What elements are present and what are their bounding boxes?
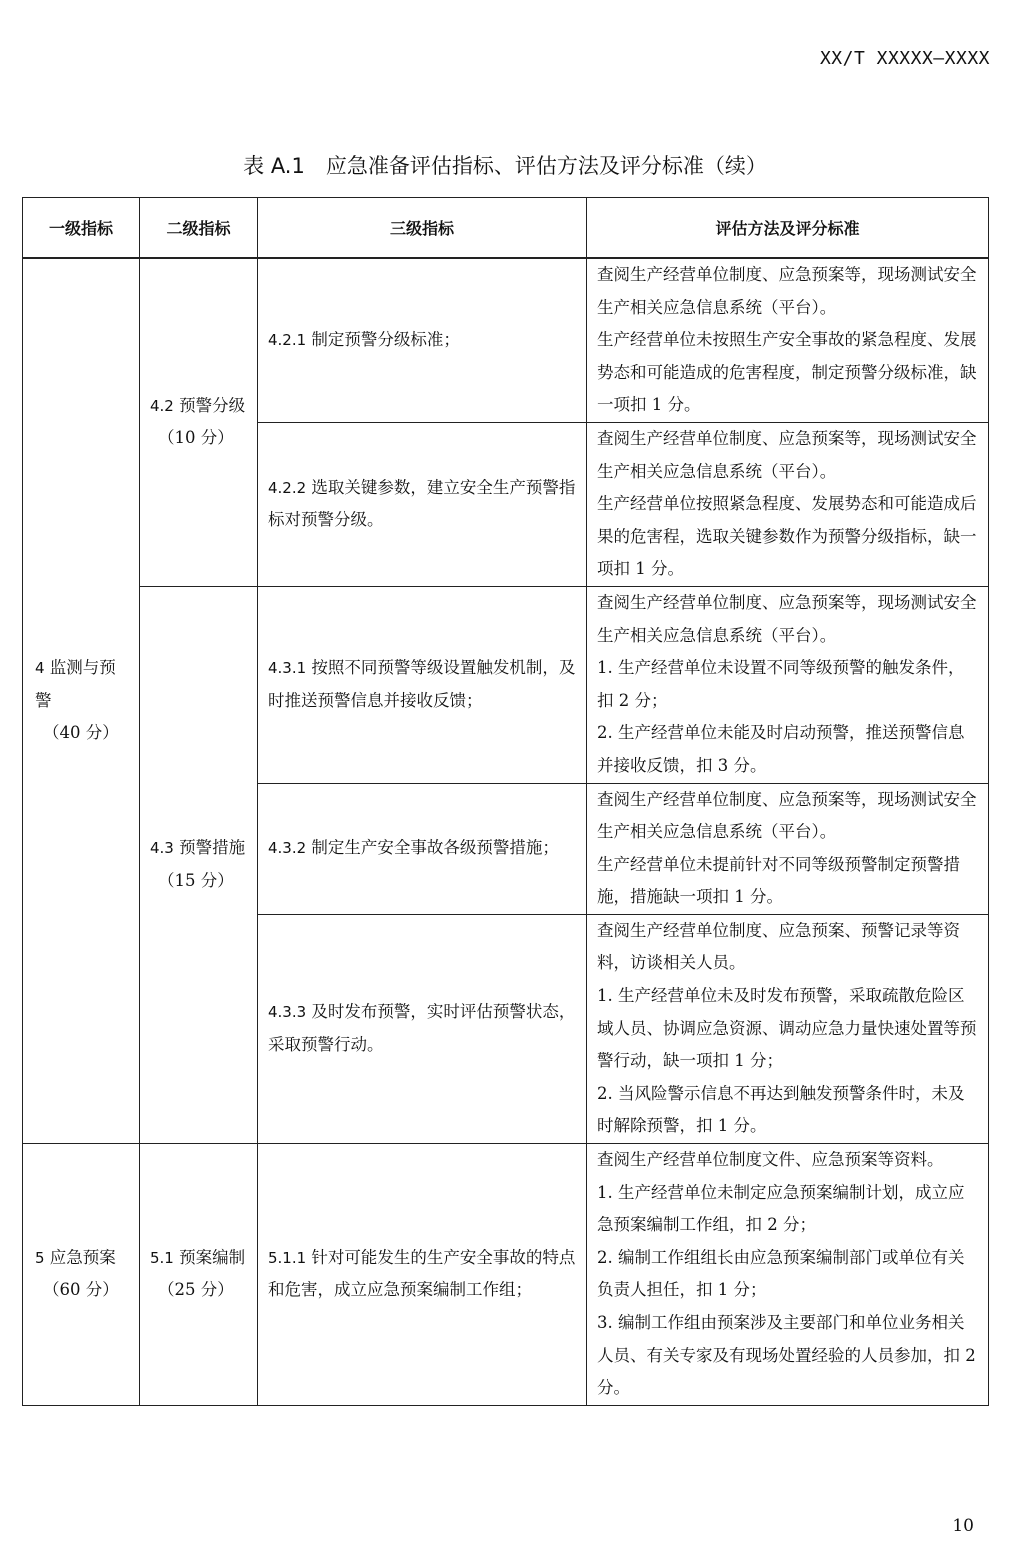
level2-name: 预案编制: [179, 1247, 246, 1267]
level1-name: 监测与预警: [35, 658, 116, 710]
level2-cell: [140, 586, 258, 1143]
level2-name: 预警分级: [179, 395, 246, 415]
level2-number: 4.3: [150, 839, 174, 858]
level3-code: 4.3.2: [268, 839, 307, 858]
level3-cell: [258, 1144, 587, 1406]
level3-code: 4.3.3: [268, 1003, 307, 1022]
method-cell: [587, 783, 989, 914]
level2-number: 5.1: [150, 1248, 174, 1267]
method-cell: [587, 586, 989, 783]
method-line: 1. 生产经营单位未及时发布预警，采取疏散危险区域人员、协调应急资源、调动应急力量快速处置等预警行动，缺一项扣 1 分；: [597, 986, 977, 1071]
level3-code: 4.2.1: [268, 331, 307, 350]
level1-cell: [23, 1144, 140, 1406]
table-row: [23, 586, 989, 783]
column-header: 评估方法及评分标准: [587, 198, 989, 259]
column-header: 二级指标: [140, 198, 258, 259]
level3-text: 及时发布预警，实时评估预警状态，采取预警行动。: [268, 1002, 576, 1054]
method-line: 2. 编制工作组组长由应急预案编制部门或单位有关负责人担任，扣 1 分；: [597, 1247, 965, 1300]
method-cell: [587, 422, 989, 586]
level1-points: （40 分）: [43, 723, 119, 743]
level3-text: 选取关键参数，建立安全生产预警指标对预警分级。: [268, 477, 576, 530]
level3-cell: [258, 783, 587, 914]
level1-name: 应急预案: [49, 1247, 116, 1267]
table-row: [23, 1144, 989, 1406]
level2-cell: [140, 258, 258, 586]
method-line: 查阅生产经营单位制度、应急预案等，现场测试安全生产相关应急信息系统（平台）。: [597, 265, 977, 317]
method-line: 生产经营单位未提前针对不同等级预警制定预警措施，措施缺一项扣 1 分。: [597, 854, 960, 907]
level3-cell: [258, 258, 587, 422]
table-title: 表 A.1 应急准备评估指标、评估方法及评分标准（续）: [243, 154, 767, 178]
table-header-row: [23, 198, 989, 259]
method-line: 2. 当风险警示信息不再达到触发预警条件时，未及时解除预警，扣 1 分。: [597, 1083, 965, 1136]
evaluation-table: [22, 197, 989, 1406]
level3-text: 针对可能发生的生产安全事故的特点和危害，成立应急预案编制工作组；: [268, 1247, 576, 1300]
level1-number: 5: [35, 1248, 45, 1267]
method-line: 查阅生产经营单位制度、应急预案等，现场测试安全生产相关应急信息系统（平台）。: [597, 592, 977, 645]
method-line: 查阅生产经营单位制度文件、应急预案等资料。: [597, 1150, 944, 1170]
level2-points: （25 分）: [158, 1280, 234, 1300]
level3-cell: [258, 586, 587, 783]
level3-code: 4.2.2: [268, 478, 307, 497]
level1-number: 4: [35, 659, 45, 678]
level3-text: 制定生产安全事故各级预警措施；: [311, 838, 559, 858]
method-line: 生产经营单位按照紧急程度、发展势态和可能造成后果的危害程，选取关键参数作为预警分级指标，缺一项扣 1 分。: [597, 494, 977, 579]
table-row: [23, 258, 989, 422]
method-line: 生产经营单位未按照生产安全事故的紧急程度、发展势态和可能造成的危害程度，制定预警分级标准，缺一项扣 1 分。: [597, 330, 977, 415]
standard-code: XX/T XXXXX—XXXX: [819, 48, 990, 69]
level2-name: 预警措施: [179, 838, 246, 858]
method-line: 1. 生产经营单位未制定应急预案编制计划，成立应急预案编制工作组，扣 2 分；: [597, 1182, 965, 1235]
page-number: 10: [952, 1516, 974, 1536]
method-line: 3. 编制工作组由预案涉及主要部门和单位业务相关人员、有关专家及有现场处置经验的人员参加，扣 2 分。: [597, 1313, 976, 1398]
method-line: 查阅生产经营单位制度、应急预案、预警记录等资料，访谈相关人员。: [597, 920, 960, 973]
level2-number: 4.2: [150, 396, 174, 415]
column-header: 一级指标: [23, 198, 140, 259]
method-cell: [587, 1144, 989, 1406]
level3-code: 4.3.1: [268, 659, 307, 678]
level2-points: （10 分）: [158, 428, 234, 448]
method-cell: [587, 914, 989, 1143]
level3-text: 制定预警分级标准；: [311, 330, 460, 350]
level1-cell: [23, 258, 140, 1144]
method-cell: [587, 258, 989, 422]
level2-cell: [140, 1144, 258, 1406]
method-line: 2. 生产经营单位未能及时启动预警，推送预警信息并接收反馈，扣 3 分。: [597, 723, 965, 775]
level3-cell: [258, 422, 587, 586]
column-header: 三级指标: [258, 198, 587, 259]
level3-text: 按照不同预警等级设置触发机制，及时推送预警信息并接收反馈；: [268, 658, 576, 710]
level1-points: （60 分）: [43, 1280, 119, 1300]
level3-cell: [258, 914, 587, 1143]
level2-points: （15 分）: [158, 870, 234, 890]
method-line: 查阅生产经营单位制度、应急预案等，现场测试安全生产相关应急信息系统（平台）。: [597, 789, 977, 842]
level3-code: 5.1.1: [268, 1248, 307, 1267]
method-line: 查阅生产经营单位制度、应急预案等，现场测试安全生产相关应急信息系统（平台）。: [597, 428, 977, 481]
method-line: 1. 生产经营单位未设置不同等级预警的触发条件，扣 2 分；: [597, 658, 965, 710]
